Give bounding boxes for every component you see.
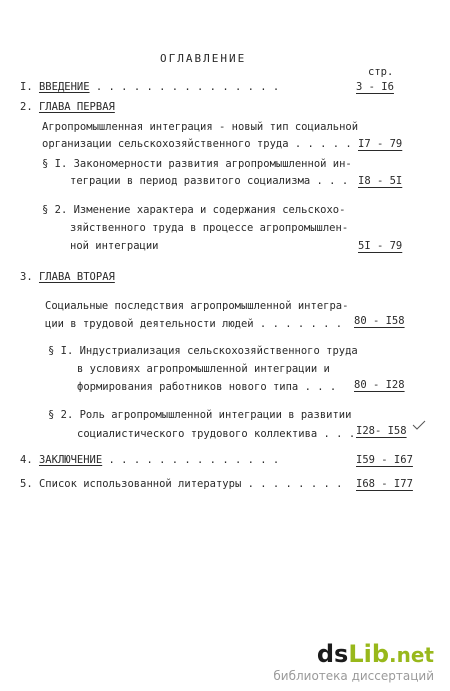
dot-leader: . . . . . . . . . . . . . . . xyxy=(95,81,280,93)
toc-entry-references xyxy=(20,477,342,491)
page-column-label: стр. xyxy=(368,66,394,78)
check-mark-icon xyxy=(412,419,426,431)
entry-title: ГЛАВА ВТОРАЯ xyxy=(38,271,115,283)
toc-entry-conclusion xyxy=(20,453,279,467)
entry-title: ЗАКЛЮЧЕНИЕ xyxy=(38,454,103,466)
entry-pages: I7 - 79 xyxy=(358,138,403,150)
entry-pages: 3 - I6 xyxy=(356,81,394,93)
dslib-watermark xyxy=(273,642,434,683)
entry-pages: I68 - I77 xyxy=(356,478,413,490)
chapter-one-summary-line2: организации сельскохозяйственного труда . . . . . . xyxy=(42,138,365,150)
entry-pages: I8 - 5I xyxy=(358,175,403,187)
entry-number: 5. xyxy=(20,478,33,490)
chapter-two-section2-line1: § 2. Роль агропромышленной интеграции в развитии xyxy=(48,409,352,421)
toc-entry-chapter-two xyxy=(20,270,115,284)
dslib-tagline: библиотека диссертаций xyxy=(273,669,434,683)
entry-title: ВВЕДЕНИЕ xyxy=(38,81,90,93)
page-title: ОГЛАВЛЕНИЕ xyxy=(160,52,247,65)
chapter-one-summary-line1: Агропромышленная интеграция - новый тип социальной xyxy=(42,121,359,133)
chapter-one-section1-line1: § I. Закономерности развития агропромышленной ин- xyxy=(42,158,352,170)
chapter-one-section2-line1: § 2. Изменение характера и содержания сельскохо- xyxy=(42,204,346,216)
chapter-two-summary-line2: ции в трудовой деятельности людей . . . . . . . xyxy=(45,318,343,330)
chapter-one-section2-line3: ной интеграции xyxy=(70,240,159,252)
toc-entry-introduction xyxy=(20,80,279,94)
chapter-two-section2-line2: социалистического трудового коллектива . . . xyxy=(77,428,356,440)
entry-pages: 5I - 79 xyxy=(358,240,403,252)
entry-pages: I28- I58 xyxy=(356,425,407,437)
toc-entry-chapter-one xyxy=(20,100,115,114)
entry-title: ГЛАВА ПЕРВАЯ xyxy=(38,101,115,113)
entry-number: 2. xyxy=(20,101,33,113)
chapter-one-section1-line2: теграции в период развитого социализма . . . xyxy=(70,175,349,187)
entry-number: 3. xyxy=(20,271,33,283)
dot-leader: . . . . . . . . xyxy=(247,478,343,490)
entry-pages: I59 - I67 xyxy=(356,454,413,466)
chapter-two-summary-line1: Социальные последствия агропромышленной интегра- xyxy=(45,300,349,312)
entry-title: Список использованной литературы xyxy=(38,478,242,490)
dslib-logo: dsLib.net xyxy=(316,640,434,668)
entry-pages: 80 - I58 xyxy=(354,315,405,327)
entry-pages: 80 - I28 xyxy=(354,379,405,391)
chapter-two-section1-line1: § I. Индустриализация сельскохозяйственного труда xyxy=(48,345,358,357)
dot-leader: . . . . . . . . . . . . . . xyxy=(108,454,280,466)
chapter-one-section2-line2: зяйственного труда в процессе агропромышлен- xyxy=(70,222,349,234)
chapter-two-section1-line3: формирования работников нового типа . . . xyxy=(77,381,337,393)
entry-number: 4. xyxy=(20,454,33,466)
chapter-two-section1-line2: в условиях агропромышленной интеграции и xyxy=(77,363,330,375)
entry-number: I. xyxy=(20,81,33,93)
